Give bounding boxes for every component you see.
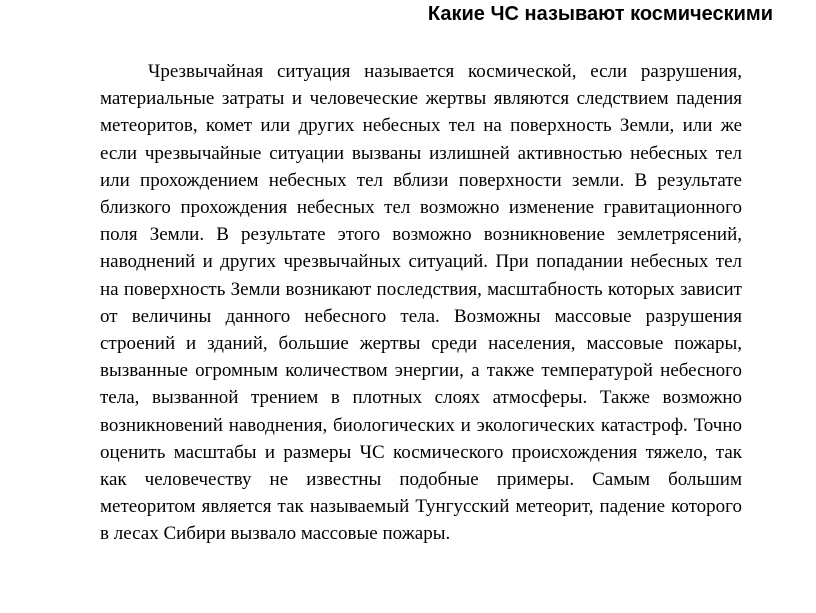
document-paragraph: Чрезвычайная ситуация называется космической, если разрушения, материальные затраты и человеческие жертвы являются следствием падения метеоритов, комет или других небесных тел на поверхность Земли, или же если чрезвычайные ситуации вызваны излишней активностью небесных тел или прохождением небесных тел вблизи поверхности земли. В результате близкого прохождения небесных тел возможно изменение гравитационного поля Земли. В результате этого возможно возникновение землетрясений, наводнений и других чрезвычайных ситуаций. При попадании небесных тел на поверхность Земли возникают последствия, масштабность которых зависит от величины данного небесного тела. Возможны массовые разрушения строений и зданий, большие жертвы среди населения, массовые пожары, вызванные огромным количеством энергии, а также температурой небесного тела, вызванной трением в плотных слоях атмосферы. Также возможно возникновений наводнения, биологических и экологических катастроф. Точно оценить масштабы и размеры ЧС космического происхождения тяжело, так как человечеству не известны подобные примеры. Самым большим метеоритом является так называемый Тунгусский метеорит, падение которого в лесах Сибири вызвало массовые пожары. [100,61,742,545]
document-title: Какие ЧС называют космическими [427,3,773,25]
